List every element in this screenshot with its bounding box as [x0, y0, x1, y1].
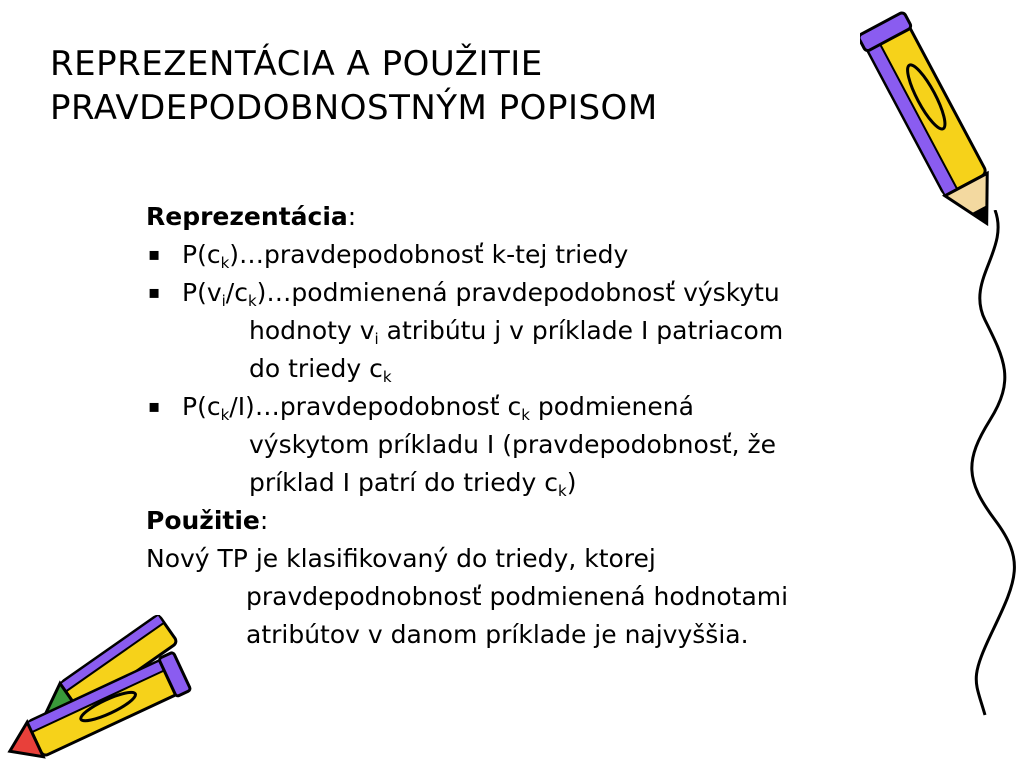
text-run: ) [566, 468, 577, 497]
usage-heading-colon: : [259, 506, 269, 535]
bullet-item-2-cont-1 [146, 312, 966, 350]
bullet-icon: ▪ [148, 244, 161, 265]
bullet-icon: ▪ [148, 282, 161, 303]
text-run: P(v [182, 278, 222, 307]
bullet-item-1 [146, 236, 966, 274]
usage-line-3: atribútov v danom príklade je najvyššia. [246, 620, 749, 649]
bullet-item-3-cont-2 [146, 464, 966, 502]
text-run: )…pravdepodobnosť k-tej triedy [229, 240, 629, 269]
pencil-icon [860, 4, 1010, 244]
usage-heading-text: Použitie [146, 506, 260, 535]
text-run: /I)…pravdepodobnosť c [229, 392, 522, 421]
title-line-2: PRAVDEPODOBNOSTNÝM POPISOM [50, 88, 658, 128]
representation-heading-colon: : [347, 202, 357, 231]
text-run: )…podmienená pravdepodobnosť výskytu [256, 278, 780, 307]
text-run: do triedy c [249, 354, 383, 383]
subscript: i [374, 330, 379, 348]
subscript: i [221, 292, 226, 310]
representation-heading-text: Reprezentácia [146, 202, 348, 231]
usage-heading [146, 502, 966, 540]
title-line-1: REPREZENTÁCIA A POUŽITIE [50, 44, 543, 84]
slide-body [146, 198, 966, 654]
usage-line-2: pravdepodnobnosť podmienená hodnotami [246, 582, 789, 611]
subscript: k [382, 368, 392, 386]
text-run: podmienená [529, 392, 694, 421]
text-run: výskytom príkladu I (pravdepodobnosť, že [249, 430, 777, 459]
bullet-item-3 [146, 388, 966, 426]
slide-title [50, 42, 880, 130]
text-run: /c [225, 278, 248, 307]
bullet-item-2-cont-2 [146, 350, 966, 388]
subscript: k [521, 406, 530, 424]
wavy-line-path [972, 210, 1015, 715]
usage-line-1: Nový TP je klasifikovaný do triedy, ktorej [146, 544, 656, 573]
representation-heading [146, 198, 966, 236]
subscript: k [220, 254, 230, 272]
bullet-item-3-cont-1 [146, 426, 966, 464]
subscript: k [220, 406, 230, 424]
text-run: hodnoty v [249, 316, 375, 345]
subscript: k [558, 482, 567, 500]
wavy-border-line [955, 210, 1024, 720]
pencils-icon [0, 615, 200, 765]
text-run: atribútu j v príklade I patriacom [378, 316, 784, 345]
bullet-item-2 [146, 274, 966, 312]
text-run: príklad I patrí do triedy c [249, 468, 559, 497]
text-run: P(c [182, 392, 221, 421]
text-run: P(c [182, 240, 221, 269]
subscript: k [247, 292, 257, 310]
bullet-icon: ▪ [148, 396, 161, 417]
